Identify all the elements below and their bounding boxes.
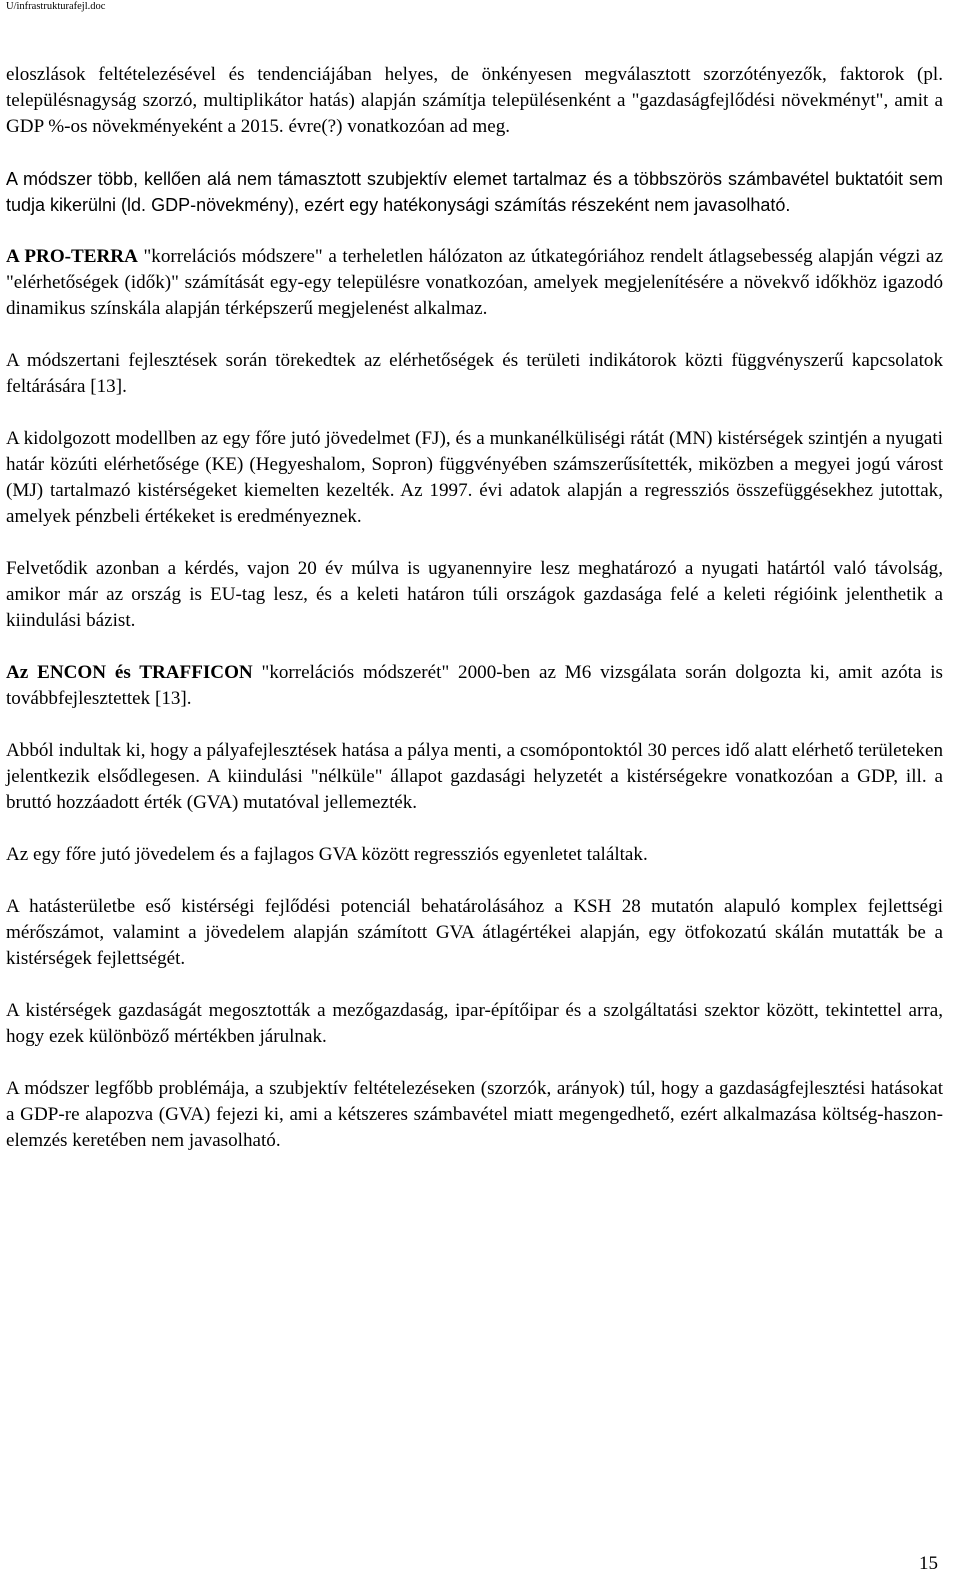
paragraph-8 bbox=[6, 738, 943, 816]
paragraph-8-text: Abból indultak ki, hogy a pályafejlesztések hatása a pálya menti, a csomópontoktól 30 perces idő alatt elérhető területeken jelentkezik elsődlegesen. A kiindulási "nélküle" állapot gazdasági helyzetét a kistérségekre vonatkozóan a GDP, ill. a bruttó hozzáadott érték (GVA) mutatóval jellemezték. bbox=[6, 740, 943, 813]
paragraph-5-text: A kidolgozott modellben az egy főre jutó jövedelmet (FJ), és a munkanélküliségi rátát (MN) kistérségek szintjén a nyugati határ közúti elérhetősége (KE) (Hegyeshalom, Sopron) függvényében számszerűsítették, miközben a megyei jogú várost (MJ) tartalmazó kistérségeket kiemelten kezelték. Az 1997. évi adatok alapján a regressziós összefüggésekhez jutottak, amelyek pénzbeli értékeket is eredményeznek. bbox=[6, 428, 943, 527]
paragraph-6-text: Felvetődik azonban a kérdés, vajon 20 év múlva is ugyanennyire lesz meghatározó a nyugati határtól való távolság, amikor már az ország is EU-tag lesz, és a keleti határon túli országok gazdasága felé a keleti régióink jelenthetik a kiindulási bázist. bbox=[6, 558, 943, 631]
paragraph-12-text: A módszer legfőbb problémája, a szubjektív feltételezéseken (szorzók, arányok) túl, hogy a gazdaságfejlesztési hatásokat a GDP-re alapozva (GVA) fejezi ki, ami a kétszeres számbavétel miatt megengedhető, ezért alkalmazása költség-haszon-elemzés keretében nem javasolható. bbox=[6, 1078, 943, 1151]
paragraph-2-text: A módszer több, kellően alá nem támasztott szubjektív elemet tartalmaz és a többszörös számbavétel buktatóit sem tudja kikerülni (ld. GDP-növekmény), ezért egy hatékonysági számítás részeként nem javasolható. bbox=[6, 169, 943, 215]
page-number: 15 bbox=[919, 1553, 938, 1574]
document-body bbox=[6, 62, 943, 1180]
paragraph-1 bbox=[6, 62, 943, 140]
paragraph-11 bbox=[6, 998, 943, 1050]
paragraph-7-text: "korrelációs módszerét" 2000-ben az M6 vizsgálata során dolgozta ki, amit azóta is továbbfejlesztettek [13]. bbox=[6, 662, 943, 709]
paragraph-1-text: eloszlások feltételezésével és tendenciájában helyes, de önkényesen megválasztott szorzótényezők, faktorok (pl. településnagyság szorzó, multiplikátor hatás) alapján számítja településenként a "gazdaságfejlődési növekményt", amit a GDP %-os növekményeként a 2015. évre(?) vonatkozóan ad meg. bbox=[6, 64, 943, 137]
paragraph-7 bbox=[6, 660, 943, 712]
paragraph-2 bbox=[6, 166, 943, 218]
paragraph-5 bbox=[6, 426, 943, 530]
paragraph-4 bbox=[6, 348, 943, 400]
paragraph-4-text: A módszertani fejlesztések során törekedtek az elérhetőségek és területi indikátorok közti függvényszerű kapcsolatok feltárására [13]. bbox=[6, 350, 943, 397]
document-header-path: U/infrastrukturafejl.doc bbox=[6, 1, 106, 12]
paragraph-3-text: "korrelációs módszere" a terheletlen hálózaton az útkategóriához rendelt átlagsebesség alapján végzi az "elérhetőségek (idők)" számítását egy-egy településre vonatkozóan, amelyek megjelenítésére a növekvő időkhöz igazodó dinamikus színskála alapján térképszerű megjelenést alkalmaz. bbox=[6, 246, 944, 319]
paragraph-10-text: A hatásterületbe eső kistérségi fejlődési potenciál behatárolásához a KSH 28 mutatón alapuló komplex fejlettségi mérőszámot, valamint a jövedelem alapján számított GVA átlagértékei alapján, egy ötfokozatú skálán mutatták be a kistérségek fejlettségét. bbox=[6, 896, 943, 969]
paragraph-6 bbox=[6, 556, 943, 634]
paragraph-3-bold: A PRO-TERRA bbox=[6, 246, 138, 267]
paragraph-7-bold: Az ENCON és TRAFFICON bbox=[6, 662, 253, 683]
paragraph-9-text: Az egy főre jutó jövedelem és a fajlagos GVA között regressziós egyenletet találtak. bbox=[6, 844, 648, 865]
paragraph-12 bbox=[6, 1076, 943, 1154]
paragraph-9 bbox=[6, 842, 943, 868]
paragraph-3 bbox=[6, 244, 943, 322]
paragraph-11-text: A kistérségek gazdaságát megosztották a mezőgazdaság, ipar-építőipar és a szolgáltatási szektor között, tekintettel arra, hogy ezek különböző mértékben járulnak. bbox=[6, 1000, 943, 1047]
paragraph-10 bbox=[6, 894, 943, 972]
